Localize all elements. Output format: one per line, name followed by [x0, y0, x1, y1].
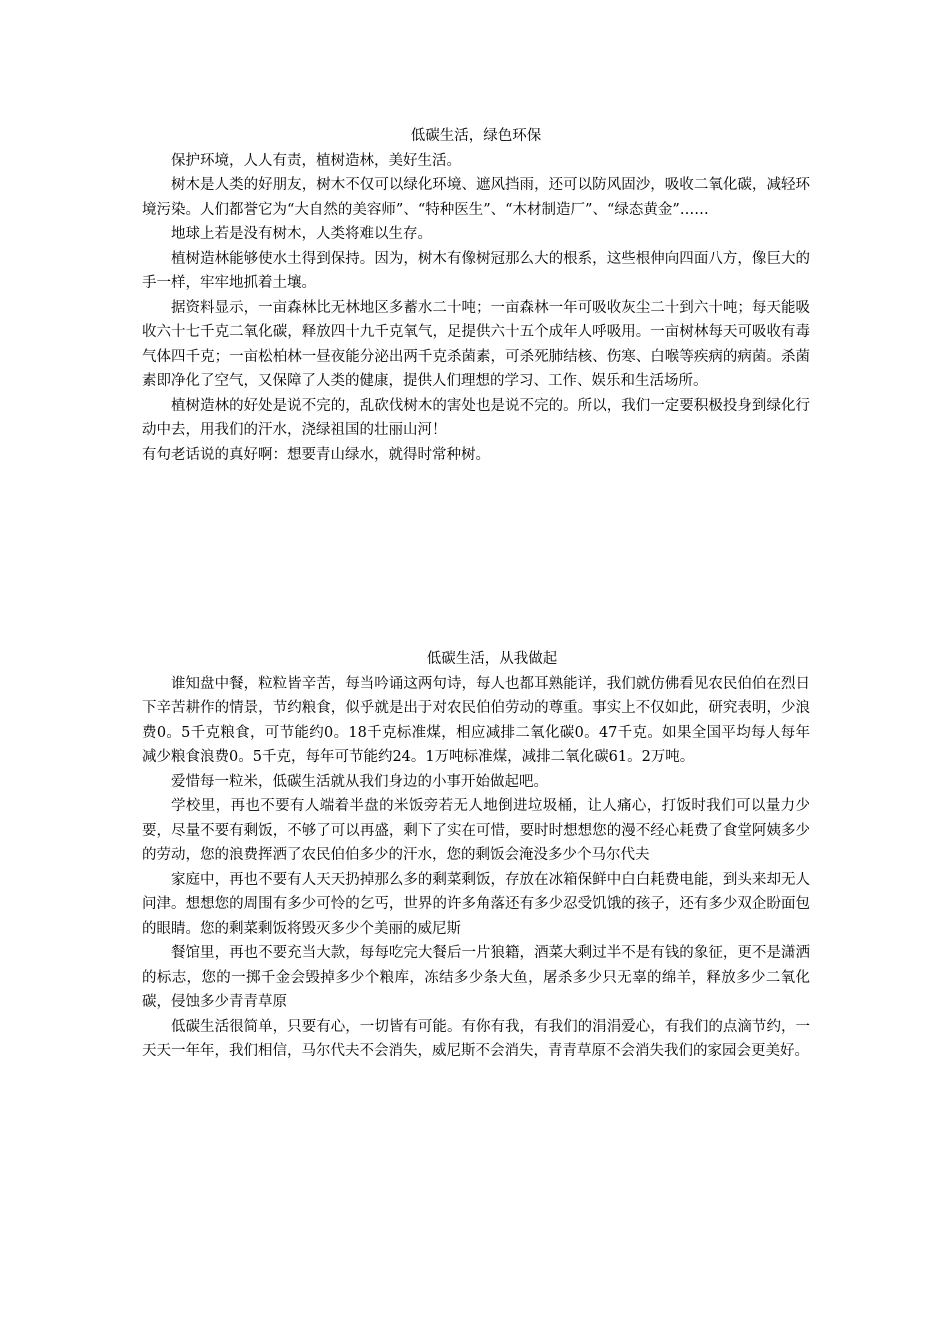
article-paragraph: 植树造林的好处是说不完的，乱砍伐树木的害处也是说不完的。所以，我们一定要积极投身到绿化行动中去，用我们的汗水，浇绿祖国的壮丽山河！ — [142, 397, 810, 438]
article-title: 低碳生活，绿色环保 — [410, 128, 542, 144]
article-paragraph: 谁知盘中餐，粒粒皆辛苦，每当吟诵这两句诗，每人也都耳熟能详，我们就仿佛看见农民伯伯在烈日下辛苦耕作的情景，节约粮食，似乎就是出于对农民伯伯劳动的尊重。事实上不仅如此，研究表明，少浪费0。5千克粮食，可节能约0。18千克标准煤，相应减排二氧化碳0。47千克。如果全国平均每人每年减少粮食浪费0。5千克，每年可节能约24。1万吨标准煤，减排二氧化碳61。2万吨。 — [142, 675, 810, 765]
article-title: 低碳生活，从我做起 — [426, 651, 558, 667]
article-paragraph: 餐馆里，再也不要充当大款，每每吃完大餐后一片狼籍，酒菜大剩过半不是有钱的象征，更不是潇洒的标志，您的一掷千金会毁掉多少个粮库，冻结多少条大鱼，屠杀多少只无辜的绵羊，释放多少二氧化碳，侵蚀多少青青草原 — [142, 945, 810, 1010]
article-paragraph: 据资料显示，一亩森林比无林地区多蓄水二十吨；一亩森林一年可吸收灰尘二十到六十吨；每天能吸收六十七千克二氧化碳，释放四十九千克氧气，足提供六十五个成年人呼吸用。一亩树林每天可吸收有毒气体四千克；一亩松柏林一昼夜能分泌出两千克杀菌素，可杀死肺结核、伤寒、白喉等疾病的病菌。杀菌素即净化了空气，又保障了人类的健康，提供人们理想的学习、工作、娱乐和生活场所。 — [142, 299, 810, 389]
article-paragraph: 学校里，再也不要有人端着半盘的米饭旁若无人地倒进垃圾桶，让人痛心，打饭时我们可以量力少要，尽量不要有剩饭，不够了可以再盛，剩下了实在可惜，要时时想想您的漫不经心耗费了食堂阿姨多少的劳动，您的浪费挥洒了农民伯伯多少的汗水，您的剩饭会淹没多少个马尔代夫 — [142, 798, 810, 863]
article-paragraph: 地球上若是没有树木，人类将难以生存。 — [171, 226, 432, 242]
article-paragraph: 树木是人类的好朋友，树木不仅可以绿化环境、遮风挡雨，还可以防风固沙，吸收二氧化碳，减轻环境污染。人们都誉它为“大自然的美容师”、“特种医生”、“木材制造厂”、“绿态黄金”…… — [142, 177, 810, 218]
article-paragraph: 家庭中，再也不要有人天天扔掉那么多的剩菜剩饭，存放在冰箱保鲜中白白耗费电能，到头来却无人问津。想想您的周围有多少可怜的乞丐，世界的许多角落还有多少忍受饥饿的孩子，还有多少双企盼面包的眼睛。您的剩菜剩饭将毁灭多少个美丽的威尼斯 — [142, 871, 810, 937]
article-paragraph: 植树造林能够使水土得到保持。因为，树木有像树冠那么大的根系，这些根伸向四面八方，像巨大的手一样，牢牢地抓着土壤。 — [142, 250, 810, 291]
article-start-with-me — [142, 647, 810, 1064]
article-green-environment — [142, 124, 810, 467]
article-paragraph: 爱惜每一粒米，低碳生活就从我们身边的小事开始做起吧。 — [171, 773, 548, 790]
article-paragraph: 保护环境，人人有责，植树造林，美好生活。 — [171, 152, 461, 169]
article-paragraph: 低碳生活很简单，只要有心，一切皆有可能。有你有我，有我们的涓涓爱心，有我们的点滴节约，一天天一年年，我们相信，马尔代夫不会消失，威尼斯不会消失，青青草原不会消失我们的家园会更美好。 — [142, 1018, 810, 1059]
article-closing: 有句老话说的真好啊：想要青山绿水，就得时常种树。 — [142, 446, 490, 463]
